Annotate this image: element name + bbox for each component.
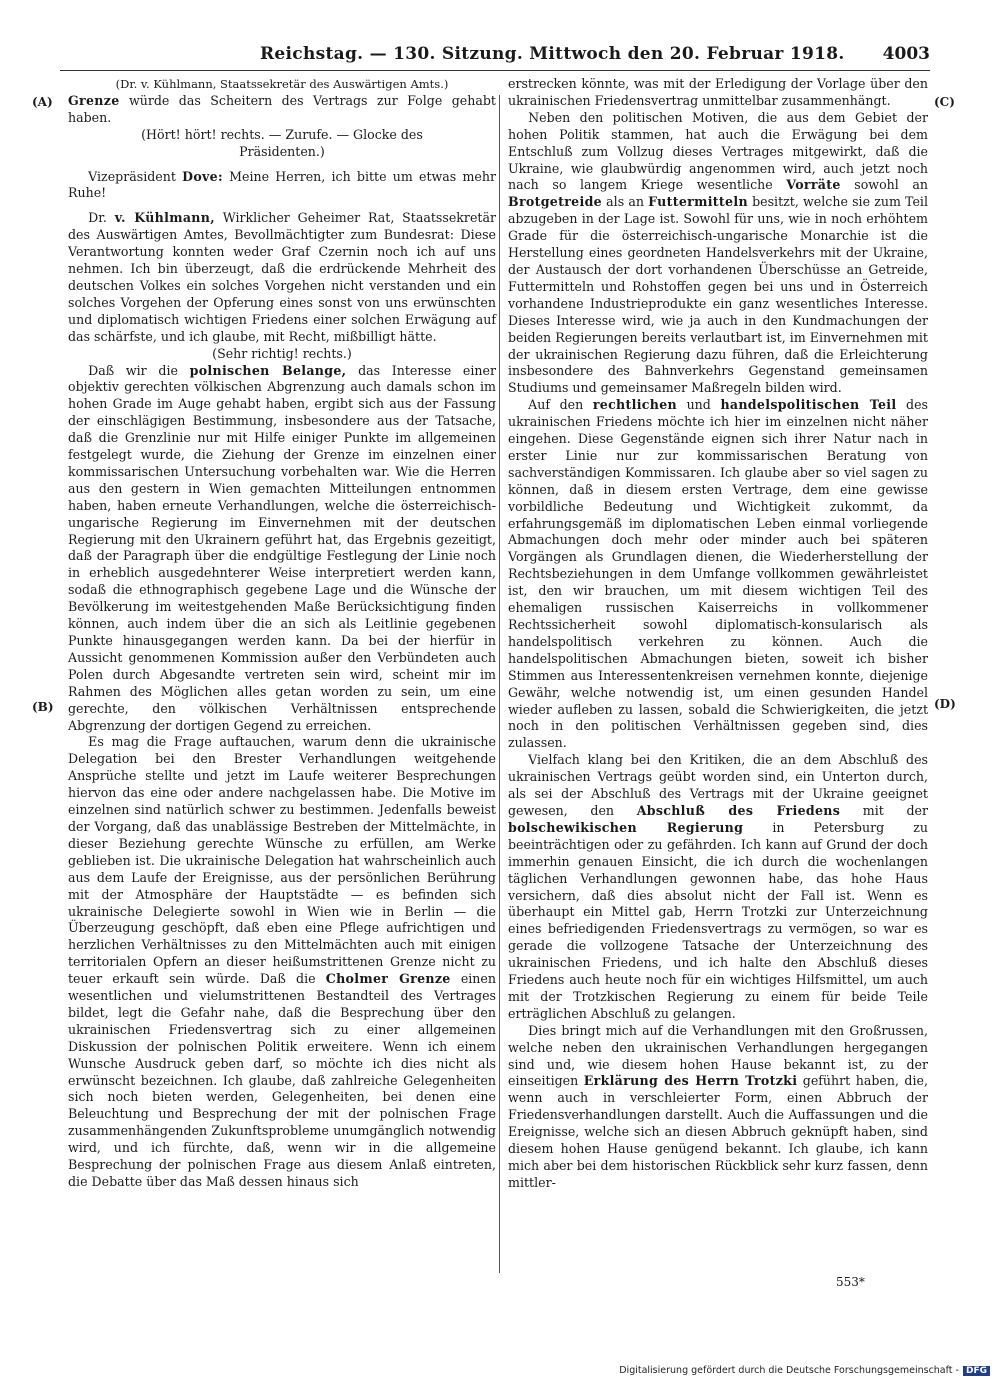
footer: [619, 1365, 990, 1376]
paragraph: Grenze würde das Scheitern des Vertrags zur Folge gehabt haben.: [68, 92, 496, 125]
paragraph: Dr. v. Kühlmann, Wirklicher Geheimer Rat, Staatssekretär des Auswärtigen Amtes, Bevollmächtigter zum Bundesrat: Diese Verantwortung konnten weder Graf Czernin noch ich auf uns nehmen. Ich bin überzeugt, daß die erdrückende Mehrheit des deutschen Volkes ein solches Vorgehen nicht verstanden und ein solches Vorgehen der Opferung eines sonst von uns erwünschten und diplomatisch wichtigen Friedens einer solchen Erwägung auf das schärfste, und ich glaube, mit Recht, mißbilligt hätte.: [68, 210, 496, 344]
margin-marker-c: (C): [934, 95, 955, 109]
margin-marker-d: (D): [934, 697, 956, 711]
dfg-logo: DFG: [963, 1366, 990, 1376]
page-header: [60, 44, 930, 70]
paragraph: Dies bringt mich auf die Verhandlungen mit den Großrussen, welche neben den ukrainischen Verhandlungen hergegangen sind und, wie diesem hohen Hause bekannt ist, zu der einseitigen Erklärung des Herrn Trotzki geführt haben, die, wenn auch in verschleierter Form, einen Abbruch der Friedensverhandlungen darstellt. Auch die Auffassungen und die Ereignisse, welche sich an diesen Abbruch geknüpft haben, sind diesem hohen Hause genügend bekannt. Ich glaube, ich kann mich aber bei dem historischen Rückblick sehr kurz fassen, denn mittler-: [508, 1022, 928, 1190]
right-column: [508, 76, 928, 1192]
speaker-note: (Dr. v. Kühlmann, Staatssekretär des Auswärtigen Amts.): [115, 77, 449, 91]
page-number: 4003: [882, 44, 930, 64]
left-column: [68, 76, 496, 1191]
header-title: Reichstag. — 130. Sitzung. Mittwoch den 20. Februar 1918.: [260, 44, 845, 64]
signature-mark: 553*: [836, 1275, 865, 1289]
paragraph: Vielfach klang bei den Kritiken, die an dem Abschluß des ukrainischen Vertrags geübt worden sind, ein Unterton durch, als sei der Abschluß des Vertrags mit der Ukraine geeignet gewesen, den Abschluß des Friedens mit der bolschewikischen Regierung in Petersburg zu beeinträchtigen oder zu gefährden. Ich kann auf Grund der doch immerhin genauen Einsicht, die ich durch die wochenlangen täglichen Verhandlungen gewonnen habe, das hohe Haus versichern, daß dies absolut nicht der Fall ist. Wenn es überhaupt ein Mittel gab, Herrn Trotzki zur Unterzeichnung eines befriedigenden Friedensvertrags zu vermögen, so war es gerade die vollzogene Tatsache der Unterzeichnung des ukrainischen Friedens, und ich halte den Abschluß dieses Friedens auch heute noch für ein wichtiges Hilfsmittel, um auch mit der Trotzkischen Regierung zu einem für beide Teile erträglichen Abschluß zu gelangen.: [508, 752, 929, 1021]
paragraph: erstrecken könnte, was mit der Erledigung der Vorlage über den ukrainischen Friedensvertrag unmittelbar zusammenhängt.: [508, 76, 928, 108]
margin-marker-a: (A): [32, 95, 53, 109]
paragraph: Daß wir die polnischen Belange, das Interesse einer objektiv gerechten völkischen Abgrenzung auch damals schon im hohen Grade im Auge gehabt haben, ergibt sich aus der Fassung der einschlägigen Bestimmung, insbesondere aus der Tatsache, daß die Grenzlinie nur mit Hilfe einiger Punkte im allgemeinen festgelegt wurde, die Ziehung der Grenze im einzelnen einer kommissarischen Untersuchung vorbehalten war. Wie die Herren aus den gestern in Wien gemachten Mitteilungen entnommen haben, haben erneute Verhandlungen, welche die österreichisch-ungarische Regierung im Einvernehmen mit der deutschen Regierung mit den Ukrainern geführt hat, das Ergebnis gezeitigt, daß der Paragraph über die endgültige Festlegung der Linie noch in erheblich ausgedehnterer Weise interpretiert werden kann, sodaß die ethnographisch gegebene Lage und die Wünsche der Bevölkerung im weitestgehenden Maße Berücksichtigung finden können, auch indem über die an sich als Leitlinie gegebenen Punkte hinausgegangen werden kann. Da bei der hierfür in Aussicht genommenen Kommission außer den Verbündeten auch Polen durch Abgesandte vertreten sein wird, scheint mir im Rahmen des Möglichen alles getan worden zu sein, um eine gerechte, den völkischen Verhältnissen entsprechende Abgrenzung der dortigen Gegend zu erreichen.: [68, 362, 496, 733]
paragraph: Neben den politischen Motiven, die aus dem Gebiet der hohen Politik stammen, hat auch die Erwägung bei dem Entschluß zum Vollzug dieses Vertrages mitgewirkt, daß die Ukraine, wie glaubwürdig angenommen wird, auch jetzt noch nach so langem Kriege wesentliche Vorräte sowohl an Brotgetreide als an Futtermitteln besitzt, welche sie zum Teil abzugeben in der Lage ist. Sowohl für uns, wie in noch erhöhtem Grade für die österreichisch-ungarische Monarchie ist die Herstellung eines geordneten Handelsverkehrs mit der Ukraine, der Austausch der dort vorhandenen Überschüsse an Getreide, Futtermitteln und Rohstoffen gegen bei uns und in Österreich vorhandene Industrieprodukte ein ganz wesentliches Interesse. Dieses Interesse wird, wie ja auch in den Kundmachungen der beiden Regierungen bereits verlautbart ist, im Einvernehmen mit der ukrainischen Regierung dazu führen, daß die Erleichterung insbesondere des Bahnverkehrs Gegenstand gemeinsamen Studiums und gemeinsamer Maßregeln bilden wird.: [508, 109, 928, 396]
margin-marker-b: (B): [32, 700, 54, 714]
footer-text: Digitalisierung gefördert durch die Deutsche Forschungsgemeinschaft -: [619, 1365, 959, 1376]
paragraph: Es mag die Frage auftauchen, warum denn die ukrainische Delegation bei den Brester Verhandlungen weitgehende Ansprüche stellte und jetzt im Laufe weiterer Besprechungen hiervon das eine oder andere nachgelassen habe. Die Motive im einzelnen sind natürlich schwer zu bestimmen. Jedenfalls beweist der Vorgang, daß das unablässige Bestreben der Mittelmächte, in dieser Beziehung gerechte Wünsche zu erfüllen, am Werke geblieben ist. Die ukrainische Delegation hat wahrscheinlich auch aus dem Laufe der Ereignisse, aus der persönlichen Berührung mit der Atmosphäre der Hauptstädte — es befinden sich ukrainische Delegierte sowohl in Wien wie in Berlin — die Überzeugung geschöpft, daß eben eine Pflege aufrichtigen und herzlichen Verhältnisses zu den Mittelmächten auch mit einigen territorialen Opfern an dieser heißumstrittenen Grenze nicht zu teuer erkauft sein würde. Daß die Cholmer Grenze einen wesentlichen und vielumstrittenen Bestandteil des Vertrages bildet, legt die Gefahr nahe, daß die Besprechung über den ukrainischen Friedensvertrag sich zu einer allgemeinen Diskussion der polnischen Politik erweitere. Wenn ich einem Wunsche Ausdruck geben darf, so möchte ich dies nicht als erwünscht bezeichnen. Ich glaube, daß zahlreiche Gelegenheiten sich noch bieten werden, Gelegenheiten, bei denen eine Beleuchtung und Besprechung der mit der polnischen Frage zusammenhängenden Zukunftsprobleme unumgänglich notwendig wird, und ich fürchte, daß, wenn wir in die allgemeine Besprechung der polnischen Frage aus diesem Anlaß eintreten, die Debatte über das Maß dessen hinaus sich: [68, 734, 496, 1189]
header-rule: [60, 70, 930, 71]
interjection: (Sehr richtig! rechts.): [212, 345, 352, 361]
column-divider: [499, 95, 500, 1273]
paragraph: Vizepräsident Dove: Meine Herren, ich bitte um etwas mehr Ruhe!: [68, 168, 496, 201]
interjection: (Hört! hört! rechts. — Zurufe. — Glocke des Präsidenten.): [141, 126, 423, 159]
paragraph: Auf den rechtlichen und handelspolitischen Teil des ukrainischen Friedens möchte ich hier im einzelnen nicht näher eingehen. Diese Gegenstände eignen sich ihrer Natur nach in erster Linie nur zur kommissarischen Beratung von sachverständigen Kommissaren. Ich glaube aber so viel sagen zu können, daß in diesem ersten Vertrage, dem eine gewisse vorbildliche Bedeutung und Wichtigkeit zukommt, da erfahrungsgemäß im diplomatischen Leben einmal vorliegende Abmachungen doch mehr oder minder auch bei späteren Vorgängen als Grundlagen dienen, die Wiederherstellung der Rechtsbeziehungen in dem Umfange vollkommen gewährleistet ist, den wir brauchen, um mit diesem wichtigen Teil des ehemaligen russischen Kaiserreichs in vollkommener Rechtssicherheit sowohl diplomatisch-konsularisch als handelspolitisch verkehren zu können. Auch die handelspolitischen Abmachungen bieten, soweit ich bisher Stimmen aus Interessentenkreisen vernehmen konnte, diejenige Gewähr, welche notwendig ist, um einen gesunden Handel wieder aufleben zu lassen, sobald die Schwierigkeiten, die jetzt noch in den politischen Verhältnissen gegeben sind, dies zulassen.: [508, 397, 928, 751]
